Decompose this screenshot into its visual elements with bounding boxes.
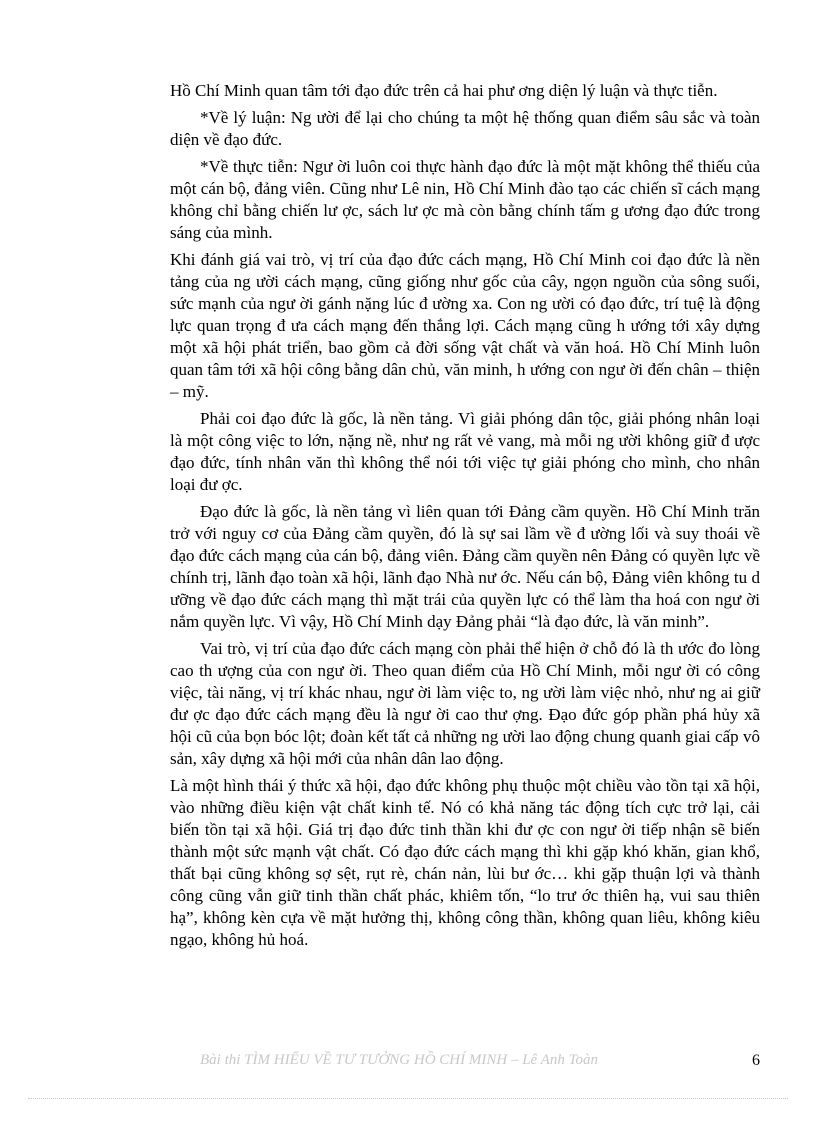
paragraph: Phải coi đạo đức là gốc, là nền tảng. Vì giải phóng dân tộc, giải phóng nhân loại là một công việc to lớn, nặng nề, như ng rất vẻ vang, mà mỗi ng ười không giữ đ ược đạo đức, tính nhân văn thì không thể nói tới việc tự giải phóng cho mình, cho nhân loại đư ợc. xyxy=(170,409,760,494)
paragraph: *Về lý luận: Ng ười để lại cho chúng ta một hệ thống quan điểm sâu sắc và toàn diện về đạo đức. xyxy=(170,108,760,149)
paragraph: Vai trò, vị trí của đạo đức cách mạng còn phải thể hiện ở chỗ đó là th ước đo lòng cao th ượng của con ngư ời. Theo quan điểm của Hồ Chí Minh, mỗi ngư ời có công việc, tài năng, vị trí khác nhau, ngư ời làm việc to, ng ười làm việc nhỏ, như ng ai giữ đư ợc đạo đức cách mạng đều là ngư ời cao thư ợng. Đạo đức góp phần phá hủy xã hội cũ của bọn bóc lột; đoàn kết tất cả những ng ười lao động chung quanh giai cấp vô sản, xây dựng xã hội mới của nhân dân lao động. xyxy=(170,639,760,768)
paragraph: *Về thực tiễn: Ngư ời luôn coi thực hành đạo đức là một mặt không thể thiếu của một cán bộ, đảng viên. Cũng như Lê nin, Hồ Chí Minh đào tạo các chiến sĩ cách mạng không chỉ bằng chiến lư ợc, sách lư ợc mà còn bằng chính tấm g ương đạo đức trong sáng của mình. xyxy=(170,157,760,242)
paragraph: Khi đánh giá vai trò, vị trí của đạo đức cách mạng, Hồ Chí Minh coi đạo đức là nền tảng của ng ười cách mạng, cũng giống như gốc của cây, ngọn nguồn của sông suối, sức mạnh của ngư ời gánh nặng lúc đ ường xa. Con ng ười có đạo đức, trí tuệ là động lực quan trọng đ ưa cách mạng đến thắng lợi. Cách mạng cũng h ướng tới xây dựng một xã hội phát triển, bao gồm cả đời sống vật chất và văn hoá. Hồ Chí Minh luôn quan tâm tới xã hội công bằng dân chủ, văn minh, h ướng con ngư ời đến chân – thiện – mỹ. xyxy=(170,250,760,401)
page-number: 6 xyxy=(752,1052,760,1069)
document-body xyxy=(170,80,760,956)
footer-divider xyxy=(28,1098,788,1099)
footer-title: Bài thi TÌM HIỂU VỀ TƯ TƯỞNG HỒ CHÍ MINH – Lê Anh Toàn xyxy=(200,1052,599,1068)
paragraph: Hồ Chí Minh quan tâm tới đạo đức trên cả hai phư ơng diện lý luận và thực tiễn. xyxy=(170,81,718,100)
paragraph: Đạo đức là gốc, là nền tảng vì liên quan tới Đảng cầm quyền. Hồ Chí Minh trăn trở với nguy cơ của Đảng cầm quyền, đó là sự sai lầm về đ ường lối và suy thoái về đạo đức cách mạng của cán bộ, đảng viên. Đảng cầm quyền nên Đảng có quyền lực về chính trị, lãnh đạo toàn xã hội, lãnh đạo Nhà nư ớc. Nếu cán bộ, Đảng viên không tu d ưỡng về đạo đức cách mạng thì mặt trái của quyền lực có thể làm tha hoá con ngư ời nắm quyền lực. Vì vậy, Hồ Chí Minh dạy Đảng phải “là đạo đức, là văn minh”. xyxy=(170,502,760,631)
page-footer xyxy=(200,1052,760,1069)
paragraph: Là một hình thái ý thức xã hội, đạo đức không phụ thuộc một chiều vào tồn tại xã hội, vào những điều kiện vật chất kinh tế. Nó có khả năng tác động tích cực trở lại, cải biến tồn tại xã hội. Giá trị đạo đức tinh thần khi đư ợc con ngư ời tiếp nhận sẽ biến thành một sức mạnh vật chất. Có đạo đức cách mạng thì khi gặp khó khăn, gian khổ, thất bại cũng không sợ sệt, rụt rè, chán nản, lùi bư ớc… khi gặp thuận lợi và thành công cũng vẫn giữ tinh thần chất phác, khiêm tốn, “lo trư ớc thiên hạ, vui sau thiên hạ”, không kèn cựa về mặt hưởng thị, không công thần, không quan liêu, không kiêu ngạo, không hủ hoá. xyxy=(170,776,760,949)
